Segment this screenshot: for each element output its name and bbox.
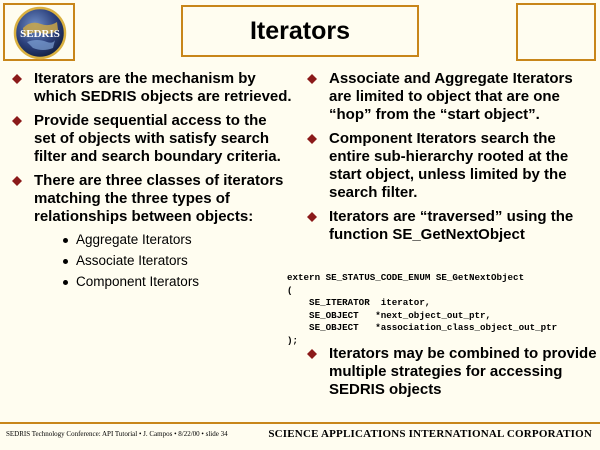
bullet-1 (12, 70, 292, 106)
diamond-bullet-icon (12, 116, 22, 126)
bullet-4 (307, 70, 595, 124)
decorative-frame (516, 3, 596, 61)
dot-bullet-icon (63, 280, 68, 285)
left-column (12, 70, 292, 296)
bullet-text: Component Iterators search the entire sub-hierarchy rooted at the start object, unless limited by the search filter. (329, 130, 569, 201)
bullet-text: Iterators are the mechanism by which SEDRIS objects are retrieved. (34, 70, 292, 105)
list-item (34, 274, 292, 290)
logo-frame (3, 3, 75, 61)
dot-bullet-icon (63, 259, 68, 264)
right-column (307, 70, 595, 250)
bullet-text: There are three classes of iterators matching the three types of relationships between objects: (34, 172, 284, 225)
footer-credit: SEDRIS Technology Conference: API Tutorial • J. Campos • 8/22/00 • slide 34 (6, 430, 228, 438)
diamond-bullet-icon (307, 74, 317, 84)
bullet-text: Iterators may be combined to provide multiple strategies for accessing SEDRIS objects (329, 345, 597, 398)
bullet-2 (12, 112, 292, 166)
bullet-text: Provide sequential access to the set of objects with satisfy search filter and search boundary criteria. (34, 112, 281, 165)
list-item (34, 232, 292, 248)
dot-bullet-icon (63, 238, 68, 243)
sub-item-text: Aggregate Iterators (76, 232, 192, 247)
footer-divider (0, 422, 600, 424)
diamond-bullet-icon (307, 212, 317, 222)
slide-title: Iterators (249, 16, 351, 45)
logo-text: SEDRIS (20, 28, 60, 40)
footer-company: SCIENCE APPLICATIONS INTERNATIONAL CORPORATION (268, 428, 592, 440)
bullet-7 (307, 345, 600, 399)
bullet-5 (307, 130, 595, 202)
sedris-logo (11, 6, 69, 60)
diamond-bullet-icon (307, 134, 317, 144)
sub-item-text: Component Iterators (76, 274, 200, 289)
code-block: extern SE_STATUS_CODE_ENUM SE_GetNextObject ( SE_ITERATOR iterator, SE_OBJECT *next_object_out_ptr, SE_OBJECT *association_class_object_out_ptr ); (287, 272, 558, 346)
bullet-6 (307, 208, 595, 244)
bullet-text: Associate and Aggregate Iterators are limited to object that are one “hop” from the “start object”. (329, 70, 573, 123)
diamond-bullet-icon (307, 349, 317, 359)
bullet-text: Iterators are “traversed” using the function SE_GetNextObject (329, 208, 574, 243)
sub-item-text: Associate Iterators (76, 253, 188, 268)
diamond-bullet-icon (12, 74, 22, 84)
list-item (34, 253, 292, 269)
iterator-class-list (34, 232, 292, 290)
diamond-bullet-icon (12, 176, 22, 186)
title-frame (181, 5, 419, 57)
bullet-3 (12, 172, 292, 290)
